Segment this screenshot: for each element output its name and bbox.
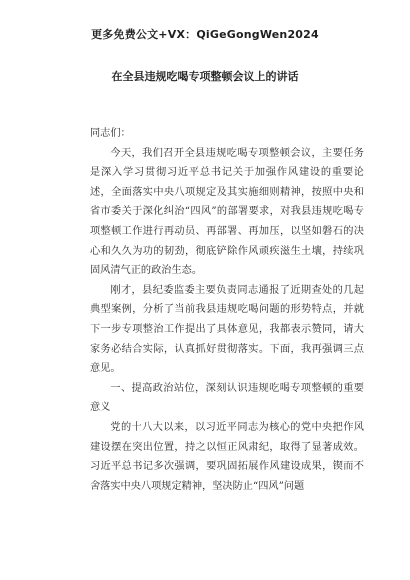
section-heading-1: 一、提高政治站位，深刻认识违规吃喝专项整顿的重要意义 (90, 382, 364, 414)
promo-header: 更多免费公文+VX：QiGeGongWen2024 (91, 28, 319, 41)
document-body (90, 124, 364, 496)
salutation: 同志们： (90, 128, 131, 139)
paragraph-3: 党的十八大以来，以习近平同志为核心的党中央把作风建设摆在突出位置，持之以恒正风肃纪，取得了显著成效。习近平总书记多次强调，要巩固拓展作风建设成果，锲而不舍落实中央八项规定精神，坚决防止“四风”问题 (90, 421, 364, 492)
paragraph-1: 今天，我们召开全县违规吃喝专项整顿会议，主要任务是深入学习贯彻习近平总书记关于加强作风建设的重要论述，全面落实中央八项规定及其实施细则精神，按照中央和省市委关于深化纠治“四风”的部署要求，对我县违规吃喝专项整顿工作进行再动员、再部署、再加压，以坚如磐石的决心和久久为功的韧劲，彻底铲除作风顽疾滋生土壤，持续巩固风清气正的政治生态。 (90, 147, 364, 277)
paragraph-2: 刚才，县纪委监委主要负责同志通报了近期查处的几起典型案例，分析了当前我县违规吃喝问题的形势特点，并就下一步专项整治工作提出了具体意见，我都表示赞同，请大家务必结合实际，认真抓好贯彻落实。下面，我再强调三点意见。 (90, 284, 364, 375)
document-title: 在全县违规吃喝专项整顿会议上的讲话 (111, 70, 299, 83)
